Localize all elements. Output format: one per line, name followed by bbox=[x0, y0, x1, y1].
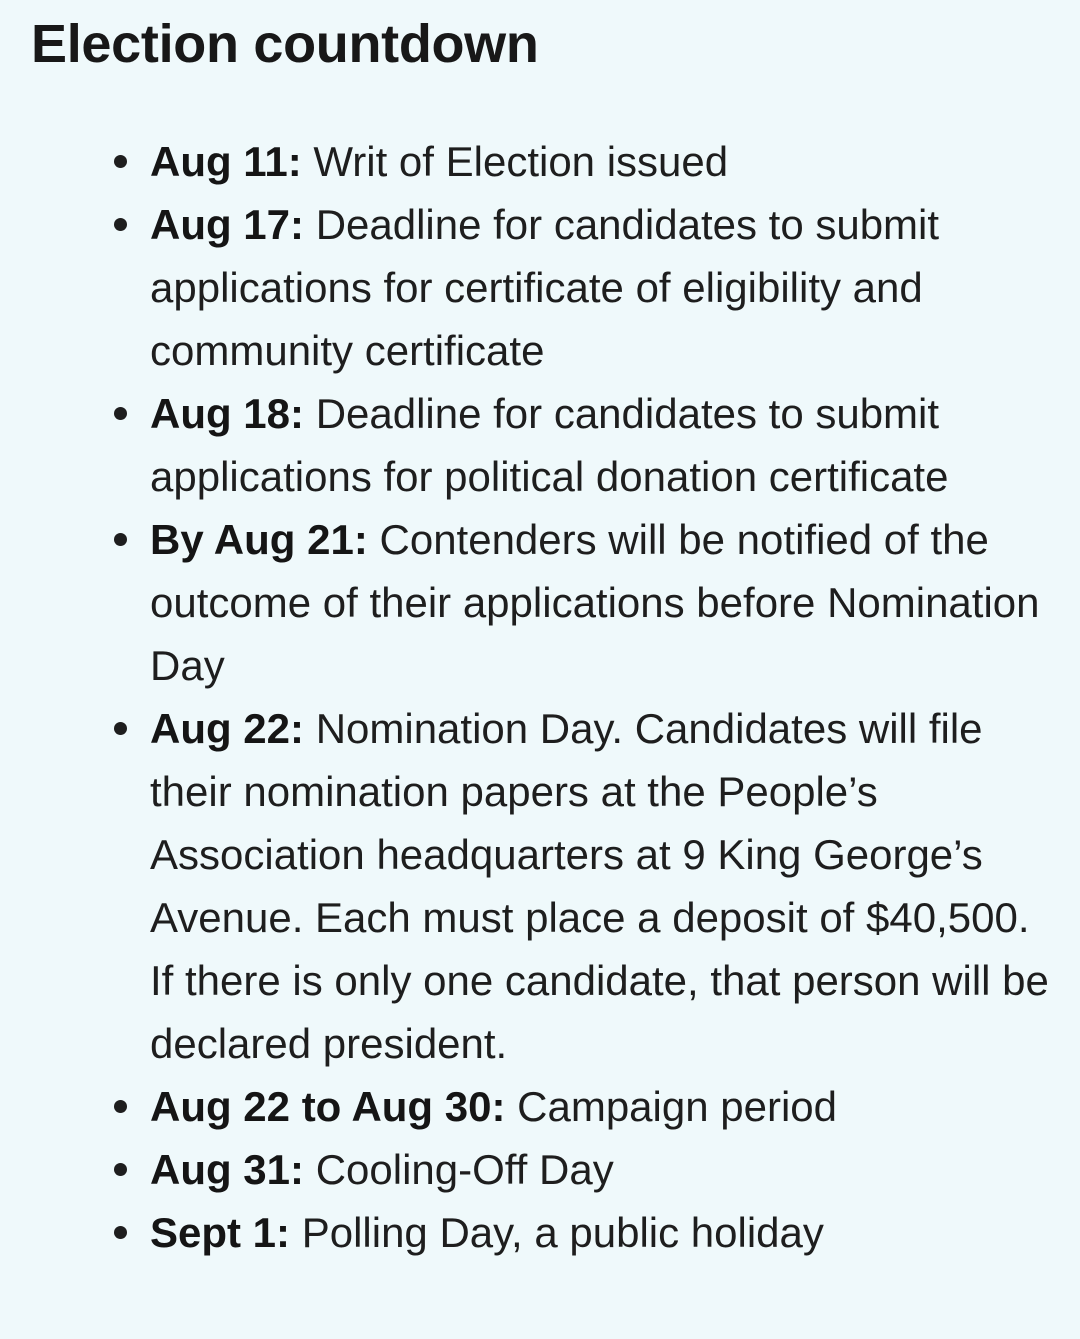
event-date: Aug 22: bbox=[150, 705, 305, 752]
event-description: Campaign period bbox=[517, 1083, 838, 1130]
timeline-item bbox=[150, 193, 1050, 382]
event-description: Deadline for candidates to submit applications for certificate of eligibility and community certificate bbox=[150, 201, 940, 374]
page-title: Election countdown bbox=[31, 14, 539, 74]
bullet-icon bbox=[114, 407, 127, 420]
bullet-icon bbox=[114, 1163, 127, 1176]
bullet-icon bbox=[114, 155, 127, 168]
event-date: Aug 22 to Aug 30: bbox=[150, 1083, 506, 1130]
timeline-item bbox=[150, 697, 1050, 1075]
event-date: By Aug 21: bbox=[150, 516, 368, 563]
event-date: Aug 17: bbox=[150, 201, 305, 248]
event-date: Aug 18: bbox=[150, 390, 305, 437]
timeline-item bbox=[150, 130, 1050, 193]
bullet-icon bbox=[114, 1100, 127, 1113]
timeline-item bbox=[150, 1201, 1050, 1264]
bullet-icon bbox=[114, 1226, 127, 1239]
bullet-icon bbox=[114, 533, 127, 546]
timeline-item bbox=[150, 1075, 1050, 1138]
event-description: Cooling-Off Day bbox=[315, 1146, 614, 1193]
event-date: Aug 11: bbox=[150, 138, 302, 185]
event-description: Polling Day, a public holiday bbox=[301, 1209, 824, 1256]
event-description: Writ of Election issued bbox=[313, 138, 729, 185]
election-timeline bbox=[150, 130, 1050, 1264]
event-date: Sept 1: bbox=[150, 1209, 291, 1256]
timeline-item bbox=[150, 1138, 1050, 1201]
bullet-icon bbox=[114, 722, 127, 735]
event-date: Aug 31: bbox=[150, 1146, 305, 1193]
event-description: Nomination Day. Candidates will file their nomination papers at the People’s Association headquarters at 9 King George’s Avenue. Each must place a deposit of $40,500. If there is only one candidate, that person will be declared president. bbox=[150, 705, 1049, 1067]
event-description: Deadline for candidates to submit applications for political donation certificate bbox=[150, 390, 949, 500]
timeline-item bbox=[150, 382, 1050, 508]
event-description: Contenders will be notified of the outcome of their applications before Nomination Day bbox=[150, 516, 1040, 689]
bullet-icon bbox=[114, 218, 127, 231]
timeline-item bbox=[150, 508, 1050, 697]
